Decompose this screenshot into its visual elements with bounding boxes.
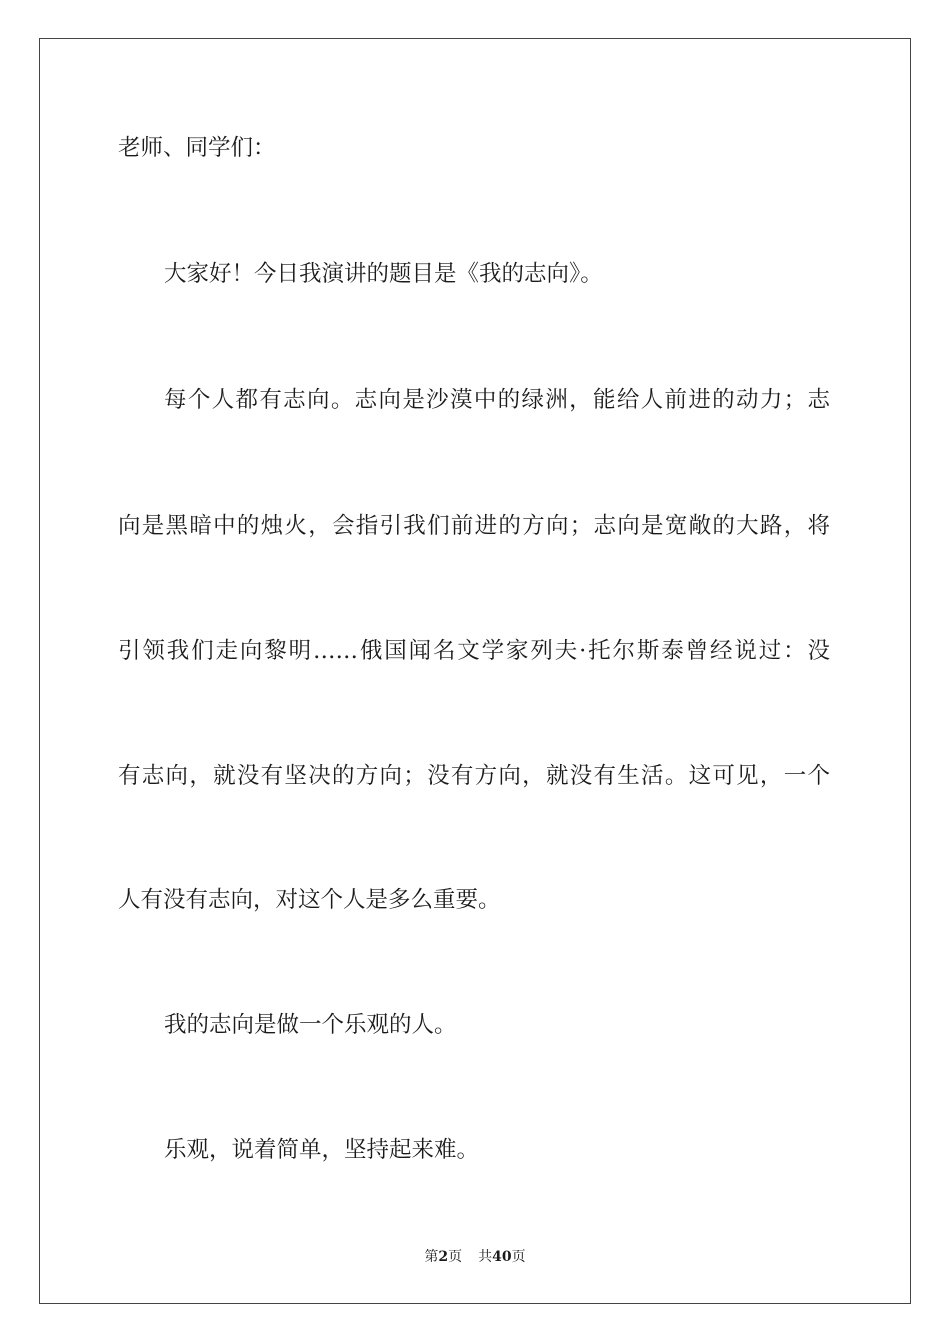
paragraph-line: 每个人都有志向。志向是沙漠中的绿洲，能给人前进的动力；志 (164, 387, 830, 413)
total-pages: 40 (492, 1249, 512, 1265)
paragraph-line: 引领我们走向黎明……俄国闻名文学家列夫·托尔斯泰曾经说过：没 (118, 638, 830, 664)
greeting-line: 大家好！今日我演讲的题目是《我的志向》。 (164, 261, 603, 287)
total-prefix: 共 (478, 1249, 493, 1265)
salutation-line: 老师、同学们： (118, 135, 276, 161)
paragraph-line: 乐观，说着简单，坚持起来难。 (164, 1137, 480, 1163)
total-suffix: 页 (511, 1249, 526, 1265)
paragraph-line: 我的志向是做一个乐观的人。 (164, 1012, 457, 1038)
paragraph-line: 向是黑暗中的烛火，会指引我们前进的方向；志向是宽敞的大路，将 (118, 513, 830, 539)
page-footer (0, 1248, 950, 1266)
page-border (39, 38, 911, 1304)
page-number: 2 (438, 1249, 449, 1265)
paragraph-line: 人有没有志向，对这个人是多么重要。 (118, 887, 501, 913)
page-prefix: 第 (424, 1249, 439, 1265)
page-suffix: 页 (448, 1249, 463, 1265)
paragraph-line: 有志向，就没有坚决的方向；没有方向，就没有生活。这可见，一个 (118, 763, 830, 789)
